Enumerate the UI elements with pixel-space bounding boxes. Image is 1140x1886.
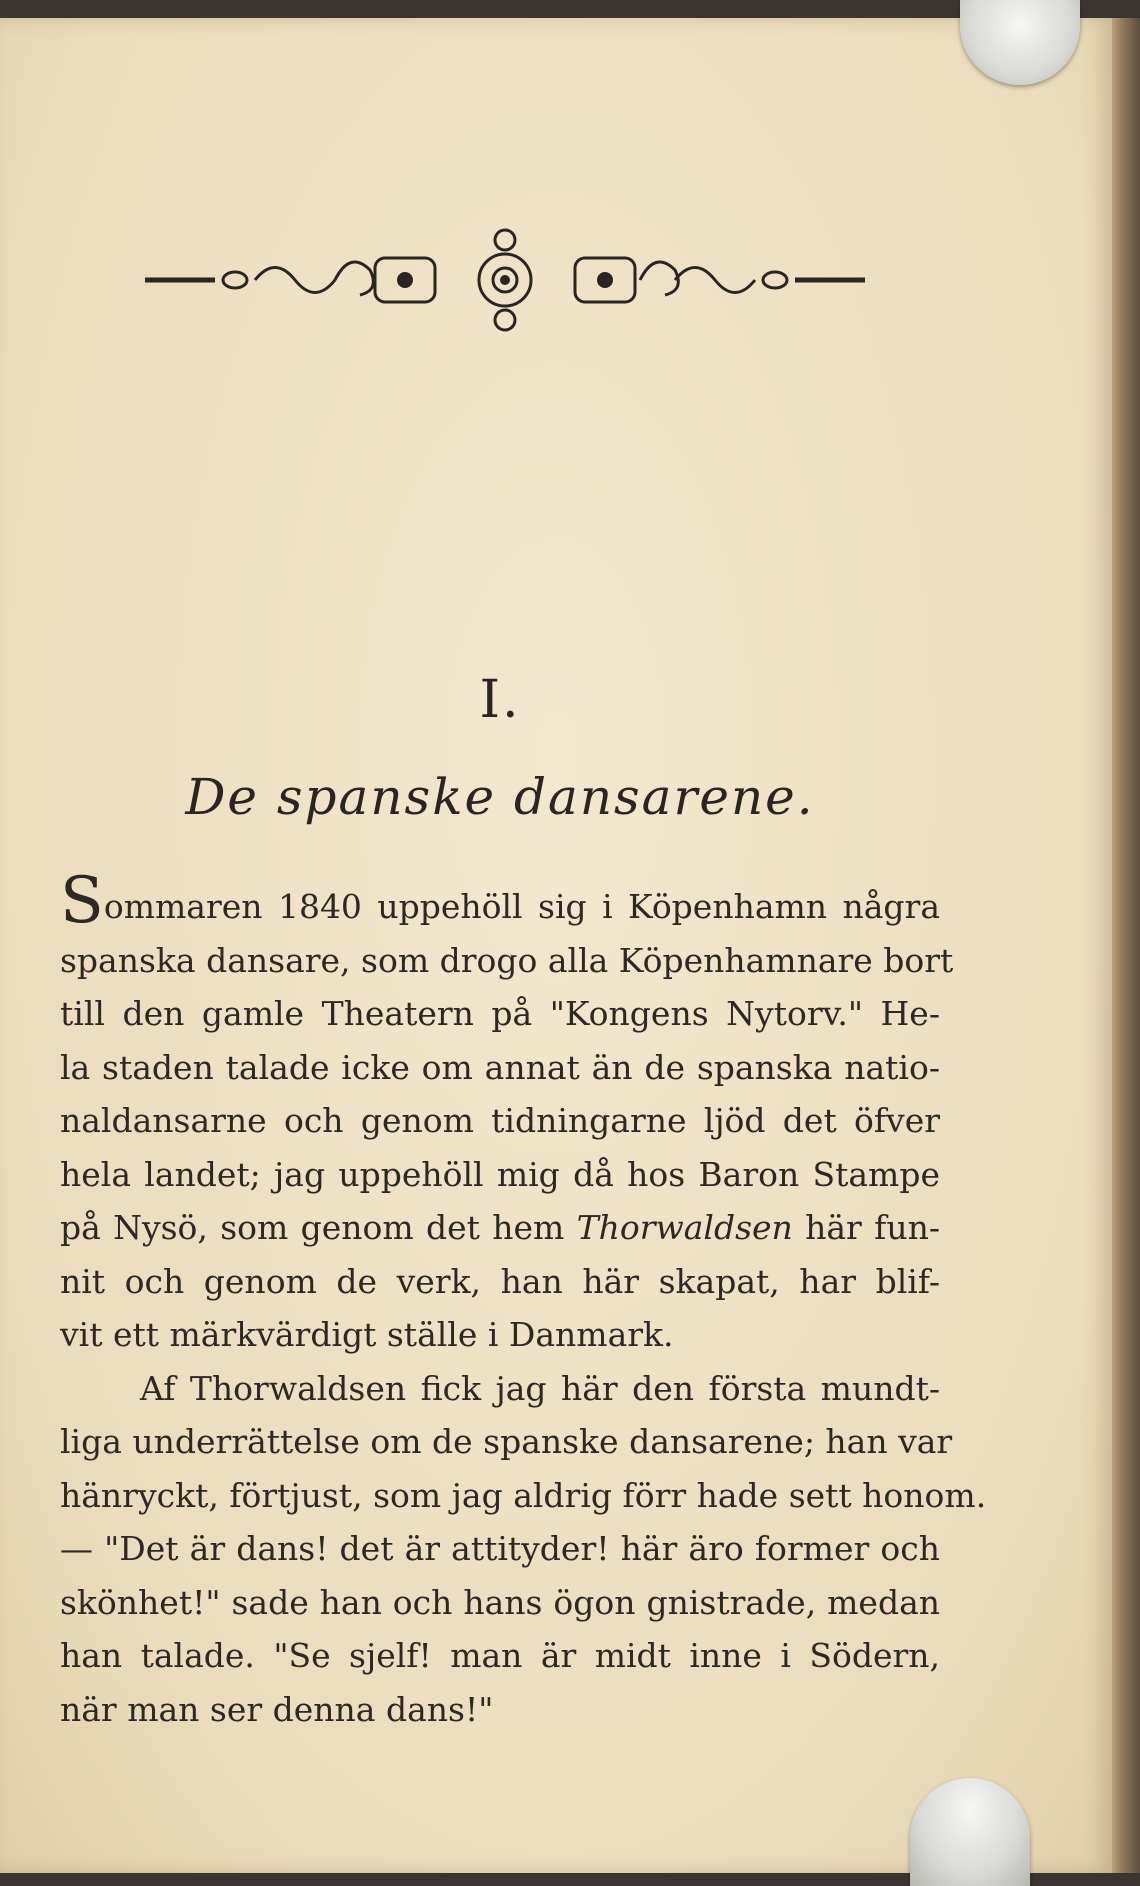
text-line: Sommaren 1840 uppehöll sig i Köpenhamn några <box>60 864 940 938</box>
text-line: liga underrättelse om de spanske dansarene; han var <box>60 1422 953 1461</box>
text-line: spanska dansare, som drogo alla Köpenhamnare bort <box>60 940 954 980</box>
chapter-number: I. <box>479 670 521 730</box>
body-text <box>60 864 987 1736</box>
text-line: skönhet!" sade han och hans ögon gnistrade, medan <box>60 1582 940 1622</box>
text-line: hänryckt, förtjust, som jag aldrig förr hade sett honom. <box>60 1475 987 1515</box>
page-edge <box>1112 18 1140 1873</box>
text-line: han talade. "Se sjelf! man är midt inne i Södern, <box>60 1636 940 1675</box>
text-line: när man ser denna dans!" <box>60 1689 494 1729</box>
text-line: vit ett märkvärdigt ställe i Danmark. <box>60 1315 674 1354</box>
text-line: nit och genom de verk, han här skapat, har blif- <box>60 1261 940 1301</box>
text-line: Af Thorwaldsen fick jag här den första mundt- <box>140 1368 940 1408</box>
text-line: la staden talade icke om annat än de spanska natio- <box>60 1047 940 1087</box>
text-line: hela landet; jag uppehöll mig då hos Baron Stampe <box>60 1154 940 1194</box>
text-line: på Nysö, som genom det hem Thorwaldsen här fun- <box>60 1208 940 1247</box>
italic-name: Thorwaldsen <box>576 1208 793 1247</box>
page-clip-bottom <box>910 1778 1030 1886</box>
text-line: — "Det är dans! det är attityder! här äro former och <box>60 1529 940 1568</box>
decorative-ornament <box>145 228 865 333</box>
text-line: till den gamle Theatern på "Kongens Nytorv." He- <box>60 994 940 1033</box>
text-line: naldansarne och genom tidningarne ljöd det öfver <box>60 1101 940 1140</box>
drop-cap: S <box>60 864 104 938</box>
chapter-title: De spanske dansarene. <box>185 768 815 826</box>
